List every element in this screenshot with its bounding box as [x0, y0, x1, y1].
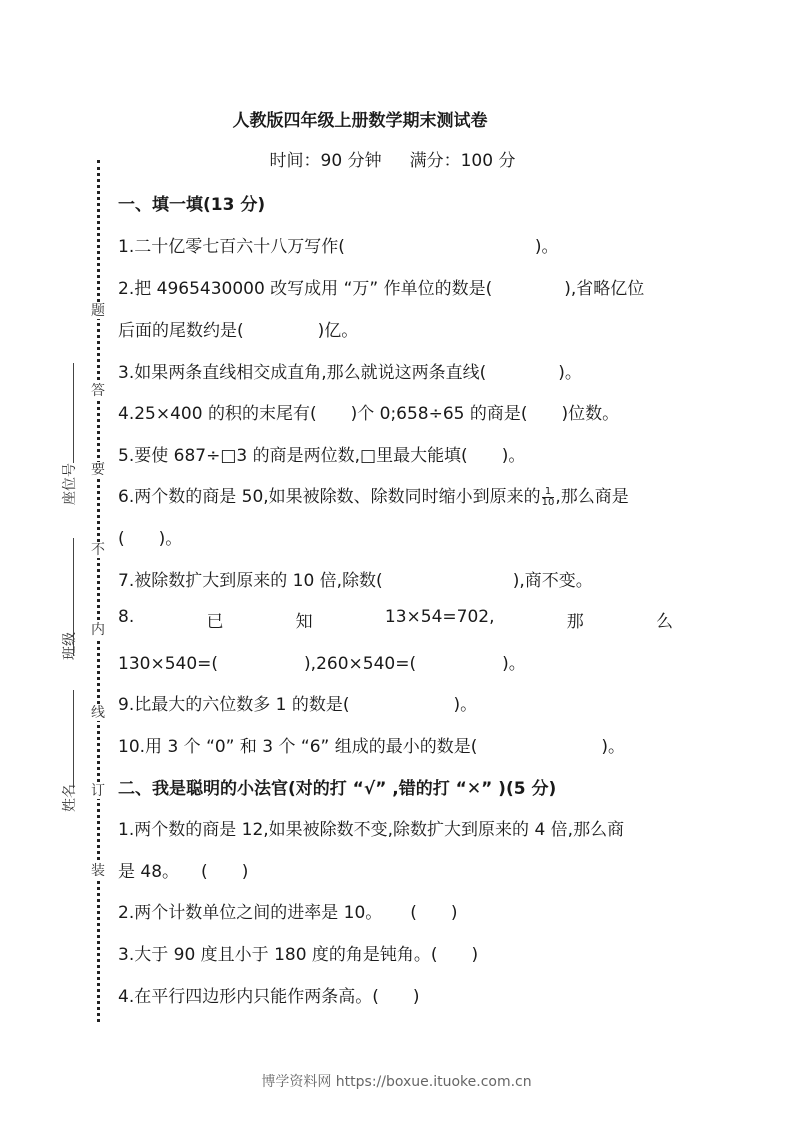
name-underline[interactable] — [73, 690, 74, 788]
question-1-10: 10.用 3 个 “0” 和 3 个 “6” 组成的最小的数是( )。 — [118, 737, 626, 757]
question-1-7: 7.被除数扩大到原来的 10 倍,除数( ),商不变。 — [118, 571, 593, 591]
binding-char-7: 订 — [88, 783, 108, 799]
binding-char-3: 要 — [88, 462, 108, 478]
question-1-9: 9.比最大的六位数多 1 的数是( )。 — [118, 695, 478, 715]
full-score: 满分：100 分 — [409, 151, 516, 171]
class-label: 班级 — [62, 632, 78, 660]
question-1-2-cont: 后面的尾数约是( )亿。 — [118, 321, 359, 341]
binding-char-2: 答 — [88, 383, 108, 399]
question-2-1: 1.两个数的商是 12,如果被除数不变,除数扩大到原来的 4 倍,那么商 — [118, 820, 625, 840]
question-1-8-cont: 130×540=( ),260×540=( )。 — [118, 654, 526, 674]
name-label: 姓名 — [62, 784, 78, 812]
binding-char-6: 线 — [88, 705, 108, 721]
binding-char-1: 题 — [88, 303, 108, 319]
question-1-2: 2.把 4965430000 改写成用 “万” 作单位的数是( ),省略亿位 — [118, 279, 645, 299]
seat-number-underline[interactable] — [73, 363, 74, 463]
question-2-4: 4.在平行四边形内只能作两条高。( ) — [118, 987, 420, 1007]
seat-number-label: 座位号 — [62, 463, 78, 505]
binding-char-4: 不 — [88, 542, 108, 558]
section-2-heading: 二、我是聪明的小法官(对的打 “√” ,错的打 “✕” )(5 分) — [118, 779, 557, 799]
binding-dotted-line — [97, 160, 100, 1022]
binding-char-5: 内 — [88, 622, 108, 638]
question-1-1: 1.二十亿零七百六十八万写作( )。 — [118, 237, 559, 257]
time-limit: 时间：90 分钟 — [269, 151, 382, 171]
section-1-heading: 一、填一填(13 分) — [118, 195, 266, 215]
footer-watermark: 博学资料网 https://boxue.ituoke.com.cn — [261, 1074, 532, 1090]
fraction-one-tenth: $\frac{1}{10}$ — [541, 485, 555, 508]
page-title: 人教版四年级上册数学期末测试卷 — [232, 111, 488, 131]
question-1-3: 3.如果两条直线相交成直角,那么就说这两条直线( )。 — [118, 363, 582, 383]
question-1-8: 8. 已 知 13×54=702, 那 么 — [118, 607, 673, 632]
exam-info — [0, 146, 785, 171]
question-2-2: 2.两个计数单位之间的进率是 10。 ( ) — [118, 903, 458, 923]
question-1-4: 4.25×400 的积的末尾有( )个 0;658÷65 的商是( )位数。 — [118, 404, 620, 424]
question-1-6: 6.两个数的商是 50,如果被除数、除数同时缩小到原来的 $\frac{1}{10}$ ,那么商是 — [118, 485, 629, 508]
binding-char-8: 装 — [88, 863, 108, 879]
question-1-6-cont: ( )。 — [118, 529, 183, 549]
question-2-3: 3.大于 90 度且小于 180 度的角是钝角。( ) — [118, 945, 479, 965]
question-2-1-cont: 是 48。 ( ) — [118, 862, 249, 882]
question-1-5: 5.要使 687÷□3 的商是两位数,□里最大能填( )。 — [118, 446, 526, 466]
